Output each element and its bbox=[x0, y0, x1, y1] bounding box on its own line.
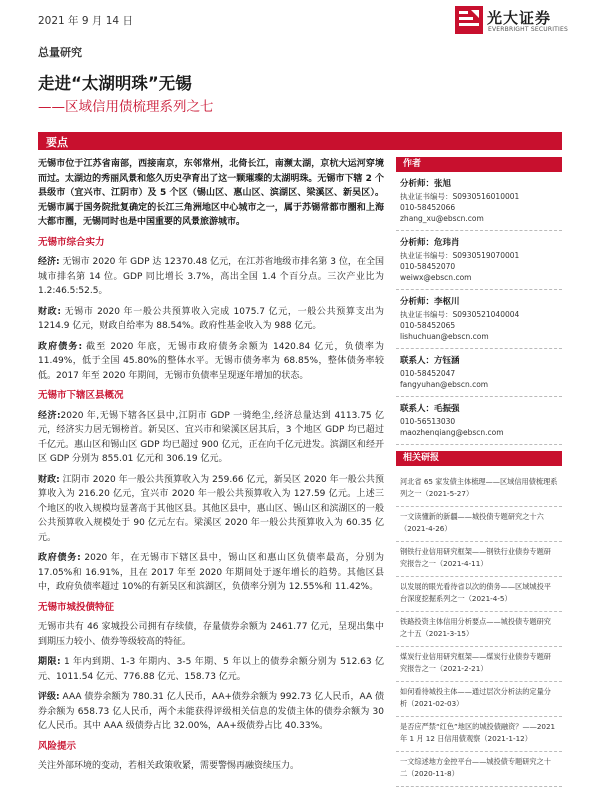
related-report-link[interactable]: 一文读懂新的新疆——城投债专题研究之十六（2021-4-26） bbox=[396, 507, 562, 542]
related-report-link[interactable]: 以发展的眼光看待省以次的债务——区域城投平台深度挖掘系列之一（2021-4-5） bbox=[396, 577, 562, 612]
paragraph-economy bbox=[38, 255, 384, 299]
paragraph-label: 政府债务: bbox=[38, 553, 81, 563]
contact-card bbox=[396, 403, 562, 445]
logo-text-en: EVERBRIGHT SECURITIES bbox=[488, 26, 568, 33]
paragraph-label: 财政: bbox=[38, 474, 60, 485]
section-heading-bonds: 无锡市城投债特征 bbox=[38, 601, 115, 613]
analyst-line: 执业证书编号：S0930516010001 bbox=[400, 192, 520, 201]
related-report-link[interactable]: 钢铁行业信用研究框架——钢铁行业债券专题研究报告之一（2021-4-11） bbox=[396, 542, 562, 577]
analyst-line: 执业证书编号：S0930519070001 bbox=[400, 251, 520, 260]
paragraph-rating bbox=[38, 690, 384, 734]
report-subtitle: ——区域信用债梳理系列之七 bbox=[38, 99, 214, 115]
related-report-link[interactable]: 是否应严禁“红色”地区的城投债融资？——2021 年 1 月 12 日信用债观察（2021-1-12） bbox=[396, 717, 562, 752]
analyst-line: 010-58452065 bbox=[400, 321, 456, 330]
section-heading-overall-strength: 无锡市综合实力 bbox=[38, 236, 105, 248]
paragraph-district-debt bbox=[38, 551, 384, 595]
section-heading-districts: 无锡市下辖区县概况 bbox=[38, 390, 124, 401]
paragraph-finance bbox=[38, 305, 384, 334]
key-points-band bbox=[38, 132, 562, 150]
related-report-link[interactable]: 煤炭行业信用研究框架——煤炭行业债券专题研究报告之一（2021-2-21） bbox=[396, 647, 562, 682]
paragraph-text: 截至 2020 年底，无锡市政府债务余额为 1420.84 亿元，负债率为 11.49%，低于全国 45.80%的整体水平。无锡市债务率为 68.85%，整体债务率较低。2017 年至 2020 年期间，无锡市负债率呈现逐年增加的状态。 bbox=[38, 341, 384, 381]
sidebar bbox=[396, 157, 562, 787]
contact-email[interactable]: fangyuhan@ebscn.com bbox=[400, 380, 489, 389]
paragraph-text: 江阴市 2020 年一般公共预算收入为 259.66 亿元，新吴区 2020 年一般公共预算收入为 216.20 亿元，宜兴市 2020 年一般公共预算收入为 127.59 亿元。上述三个地区的收入规模均显著高于其他区县。其他区县中，惠山区、锡山区和滨湖区的一般公共预算收入规模处于 90 亿元左右。梁溪区 2020 年一般公共预算收入为 60.35 亿元。 bbox=[38, 474, 384, 543]
logo-text-cn: 光大证券 bbox=[487, 9, 552, 27]
paragraph-label: 经济: bbox=[38, 257, 60, 267]
related-report-link[interactable]: 河北省 65 家发债主体梳理——区域信用债梳理系列之一（2021-5-27） bbox=[396, 472, 562, 507]
contact-line: 010-56513030 bbox=[400, 417, 456, 426]
intro-paragraph: 无锡市位于江苏省南部，西接南京，东邻常州，北倚长江，南濒太湖，京杭大运河穿境而过。太湖边的秀丽风景和悠久历史孕育出了这一颗璀璨的太湖明珠。无锡市下辖 2 个县级市（宜兴市、江阴市）及 5 个区（锡山区、惠山区、滨湖区、梁溪区、新吴区）。无锡市属于国务院批复确定的长江三角洲地区中心城市之一，属于苏锡常都市圈和上海大都市圈，无锡同时也是中国重要的风景旅游城市。 bbox=[38, 159, 384, 227]
paragraph-label: 财政: bbox=[38, 306, 61, 317]
report-date: 2021 年 9 月 14 日 bbox=[38, 15, 133, 27]
contact-name: 联系人：方钰涵 bbox=[400, 356, 460, 366]
paragraph-risk: 关注外部环境的变动，若相关政策收紧，需要警惕再融资续压力。 bbox=[38, 761, 300, 771]
analyst-name: 分析师：李枢川 bbox=[400, 297, 460, 307]
paragraph-label: 期限: bbox=[38, 657, 61, 667]
main-column bbox=[38, 157, 384, 780]
analyst-line: 执业证书编号：S0930521040004 bbox=[400, 310, 520, 319]
analyst-name: 分析师：危玮肖 bbox=[400, 238, 460, 248]
analyst-name: 分析师：张旭 bbox=[400, 179, 452, 189]
contact-email[interactable]: maozhenqiang@ebscn.com bbox=[400, 428, 504, 437]
analyst-email[interactable]: lishuchuan@ebscn.com bbox=[400, 332, 489, 341]
related-reports-band bbox=[396, 451, 562, 466]
analyst-card bbox=[396, 296, 562, 349]
analyst-email[interactable]: weiwx@ebscn.com bbox=[400, 273, 472, 282]
analyst-line: 010-58452070 bbox=[400, 262, 456, 271]
report-title: 走进“太湖明珠”无锡 bbox=[38, 74, 192, 93]
paragraph-label: 政府债务: bbox=[38, 341, 83, 352]
contact-name: 联系人：毛振强 bbox=[400, 404, 460, 414]
everbright-logo-icon bbox=[455, 6, 483, 34]
paragraph-text: 2020 年,无锡下辖各区县中,江阴市 GDP 一骑绝尘,经济总量达到 4113.75 亿元，经济实力居无锡榜首。新吴区、宜兴市和梁溪区居其后，3 个地区 GDP 均已超过千亿元。惠山区和锡山区 GDP 均已超过 900 亿元，正在向千亿元进发。滨湖区和经开区 GDP 分别为 855.01 亿元和 306.19 亿元。 bbox=[38, 410, 384, 464]
paragraph-label: 经济: bbox=[38, 410, 61, 421]
paragraph-text: AAA 债券余额为 780.31 亿人民币，AA+债券余额为 992.73 亿人民币，AA 债券余额为 658.73 亿人民币，两个未能获得评级相关信息的发债主体的债券余额为 30 亿人民币。其中 AAA 级债券占比 32.00%，AA+级债券占比 40.33%。 bbox=[38, 692, 384, 731]
paragraph-text: 无锡市 2020 年一般公共预算收入完成 1075.7 亿元，一般公共预算支出为 1214.9 亿元，财政自给率为 88.54%。政府性基金收入为 988 亿元。 bbox=[38, 306, 385, 331]
author-heading-band bbox=[396, 157, 562, 172]
paragraph-text: 1 年内到期、1-3 年期内、3-5 年期、5 年以上的债券余额分别为 512.63 亿元、1011.54 亿元、776.88 亿元、158.73 亿元。 bbox=[38, 657, 384, 682]
paragraph-district-economy bbox=[38, 409, 384, 467]
paragraph-label: 评级: bbox=[38, 692, 60, 702]
paragraph-gov-debt bbox=[38, 340, 384, 384]
paragraph-bonds-overview: 无锡市共有 46 家城投公司拥有存续债，存量债券余额为 2461.77 亿元，呈现出集中到期压力较小、债券等级较高的特征。 bbox=[38, 622, 384, 647]
contact-card bbox=[396, 355, 562, 397]
related-report-link[interactable]: 如何看待城投主体——通过层次分析法的定量分析（2021-02-03） bbox=[396, 682, 562, 717]
paragraph-text: 2020 年，在无锡市下辖区县中，锡山区和惠山区负债率最高，分别为 17.05%和 16.91%，且在 2017 年至 2020 年期间处于逐年增长的趋势。其他区县中，政府负债率超过 10%的有新吴区和滨湖区，负债率分别为 12.55%和 11.42%。 bbox=[38, 553, 384, 592]
analyst-email[interactable]: zhang_xu@ebscn.com bbox=[400, 214, 484, 223]
brand-logo bbox=[455, 6, 585, 40]
section-heading-risk: 风险提示 bbox=[38, 740, 77, 752]
key-points-label: 要点 bbox=[46, 136, 68, 149]
contact-line: 010-58452047 bbox=[400, 369, 456, 378]
paragraph-maturity bbox=[38, 655, 384, 684]
analyst-card bbox=[396, 237, 562, 290]
author-heading: 作者 bbox=[403, 159, 422, 169]
related-report-link[interactable]: 铁路投资主体信用分析要点——城投债专题研究之十五（2021-3-15） bbox=[396, 612, 562, 647]
report-category: 总量研究 bbox=[38, 46, 82, 59]
paragraph-district-finance bbox=[38, 473, 384, 546]
related-report-link[interactable]: 一文综述地方金控平台——城投债专题研究之十二（2020-11-8） bbox=[396, 752, 562, 787]
analyst-card bbox=[396, 178, 562, 231]
related-reports-heading: 相关研报 bbox=[403, 453, 440, 463]
paragraph-text: 无锡市 2020 年 GDP 达 12370.48 亿元，在江苏省地级市排名第 3 位，在全国城市排名第 14 位。GDP 同比增长 3.7%，高出全国 1.4 个百分点。三次产业比为 1.2:46.5:52.5。 bbox=[38, 257, 385, 296]
analyst-line: 010-58452066 bbox=[400, 203, 456, 212]
